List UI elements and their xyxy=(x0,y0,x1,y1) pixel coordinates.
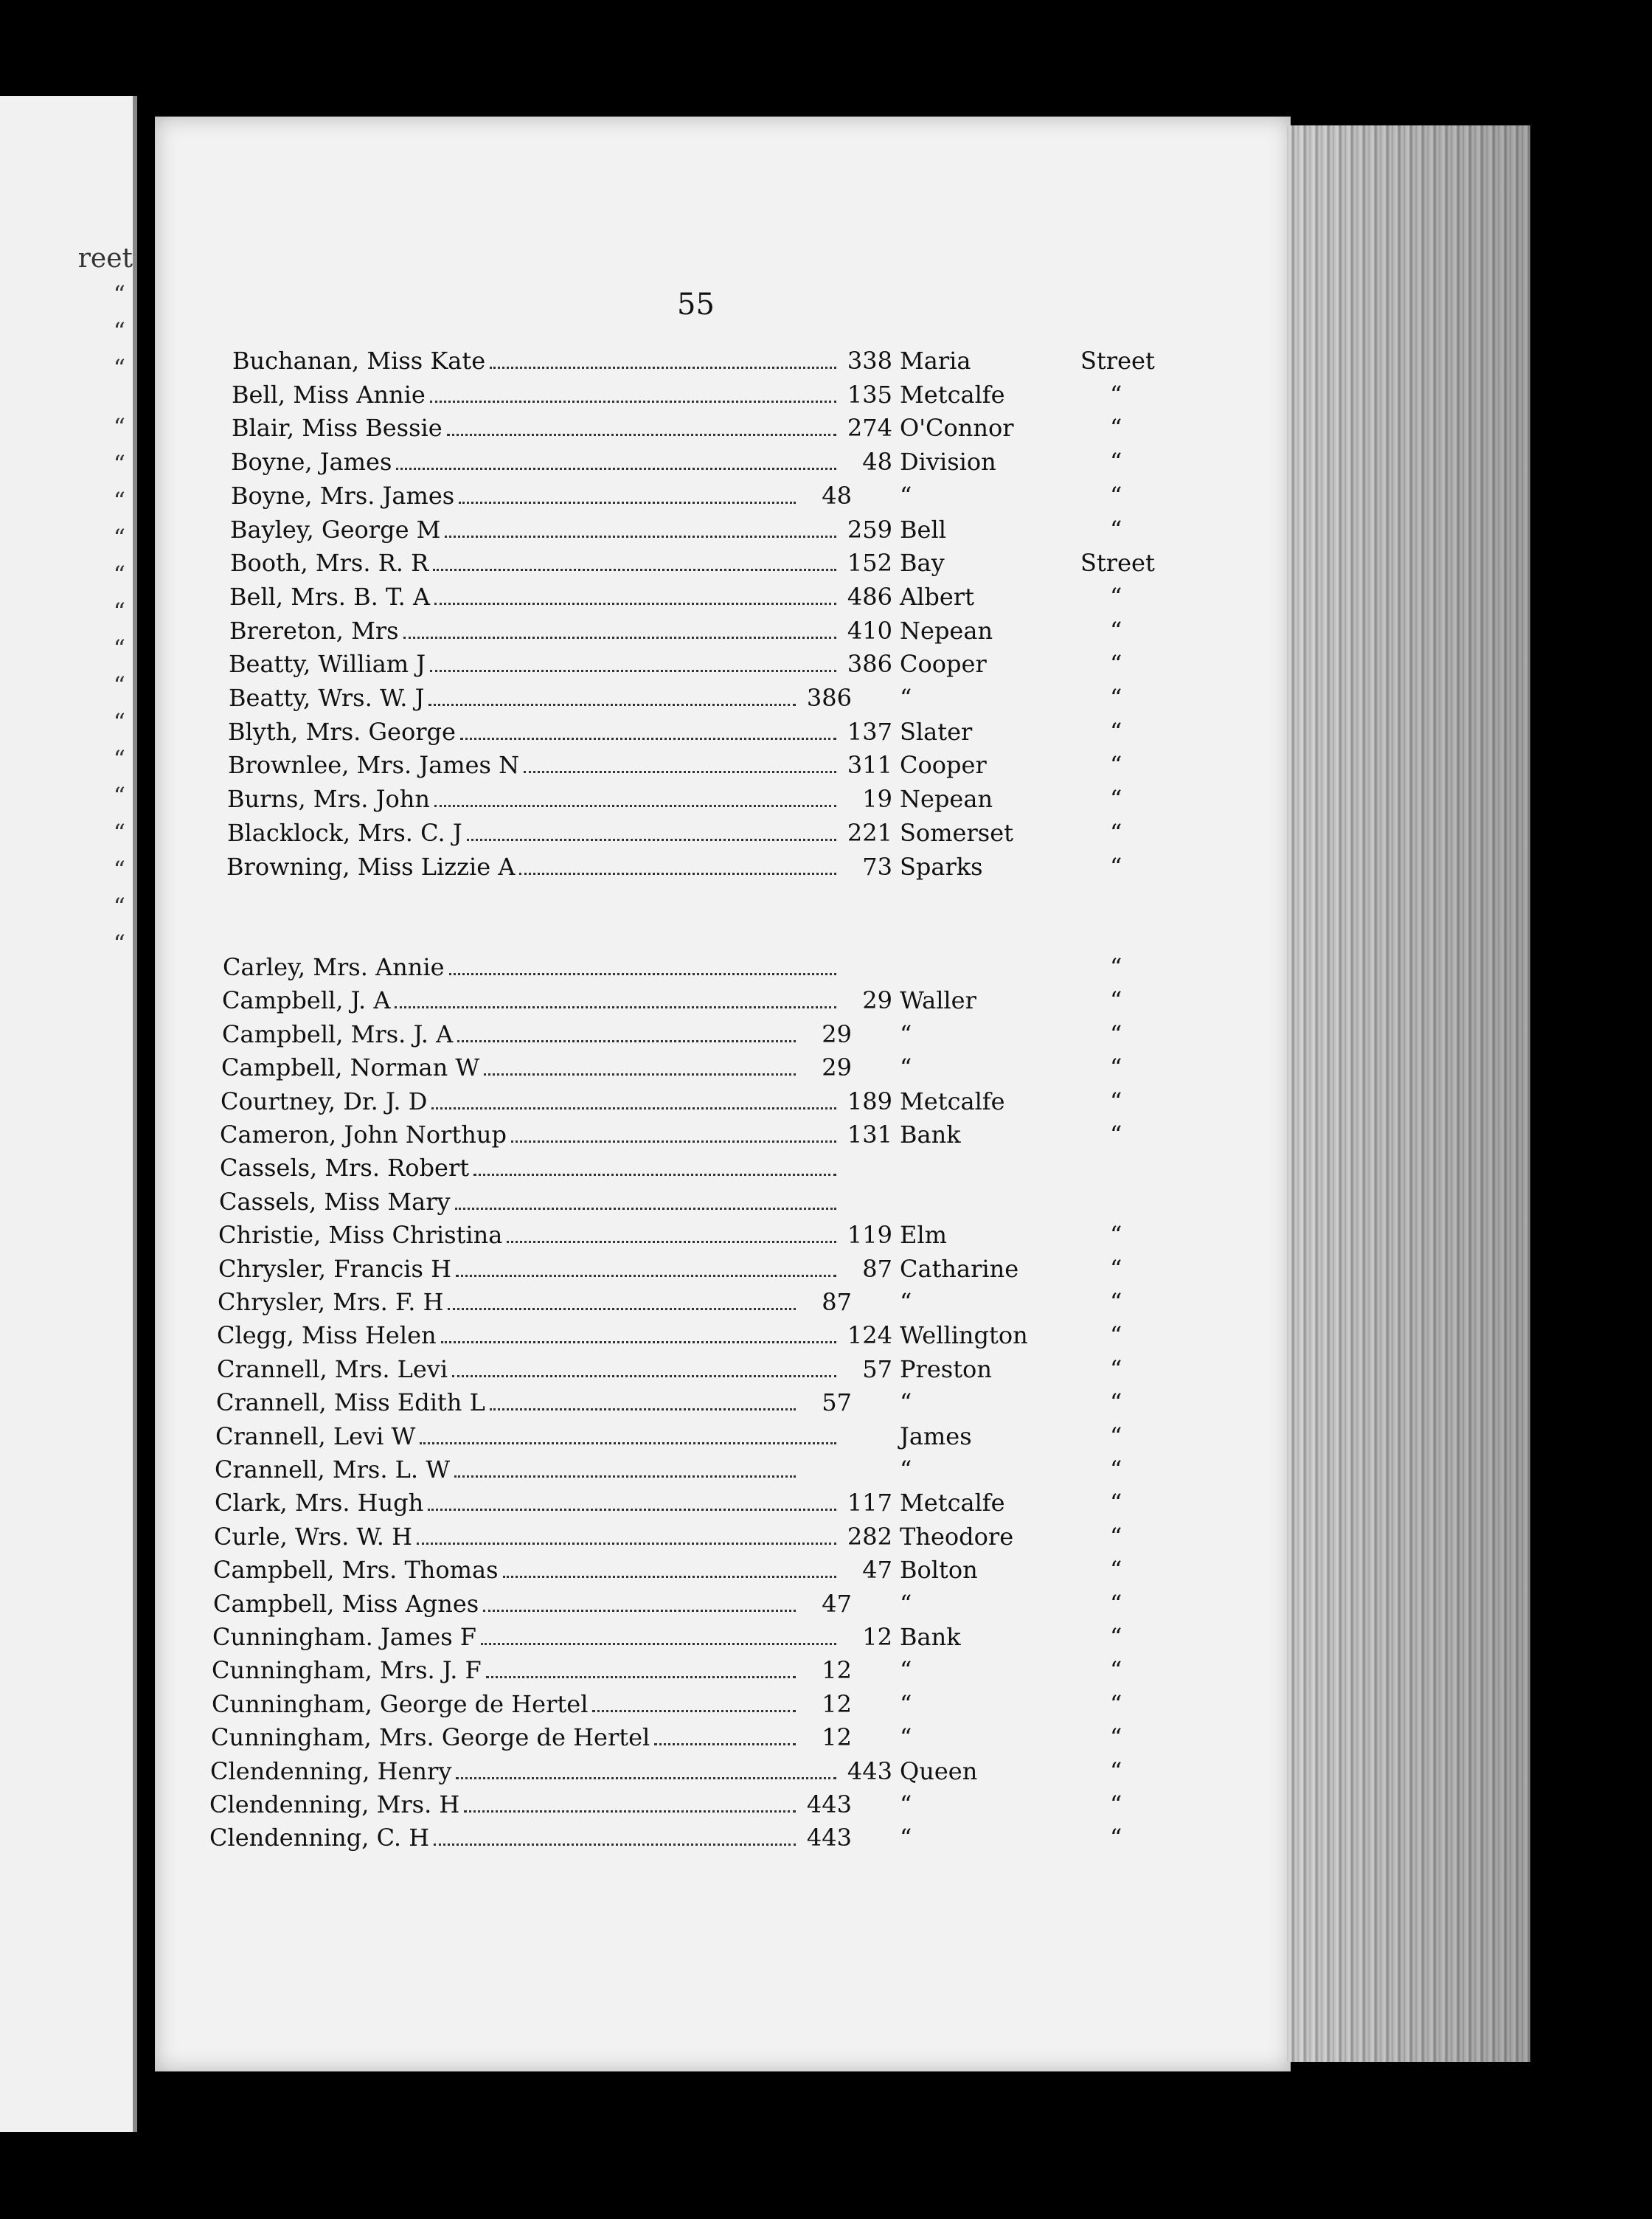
previous-page-ditto-mark: “ xyxy=(113,561,125,589)
entry-name: Campbell, Mrs. J. A xyxy=(222,1020,454,1048)
street-suffix: “ xyxy=(1110,1790,1122,1818)
house-number: 137 xyxy=(847,717,892,746)
house-number: 57 xyxy=(822,1388,852,1417)
entry-name: Clendenning, C. H xyxy=(209,1824,430,1852)
entry-name: Bayley, George M xyxy=(230,515,441,544)
street-name: O'Connor xyxy=(900,414,1014,443)
house-number: 311 xyxy=(847,751,892,780)
dot-leader xyxy=(428,1509,836,1511)
street-name: Bell xyxy=(900,515,946,544)
entry-name: Chrysler, Francis H xyxy=(218,1254,452,1283)
entry-name: Beatty, Wrs. W. J xyxy=(229,684,425,712)
entry-name: Crannell, Levi W xyxy=(215,1422,416,1450)
street-suffix: “ xyxy=(1110,1288,1122,1316)
directory-entry xyxy=(230,515,1122,544)
dot-leader xyxy=(490,1408,796,1410)
previous-page-ditto-mark: “ xyxy=(113,819,125,847)
dot-leader xyxy=(434,603,836,605)
dot-leader xyxy=(503,1576,836,1578)
dot-leader xyxy=(452,1375,836,1377)
entry-name: Crannell, Mrs. Levi xyxy=(217,1354,448,1383)
street-suffix: “ xyxy=(1110,1053,1122,1082)
directory-entry xyxy=(221,1053,1122,1082)
dot-leader xyxy=(447,434,836,436)
street-name: Metcalfe xyxy=(900,380,1005,409)
directory-entry xyxy=(229,650,1122,679)
house-number: 443 xyxy=(806,1790,852,1818)
directory-entry xyxy=(215,1489,1122,1517)
dot-leader xyxy=(430,670,836,672)
street-suffix: “ xyxy=(1110,1321,1122,1350)
page-number: 55 xyxy=(677,288,715,322)
directory-entry xyxy=(217,1321,1122,1350)
house-number: 443 xyxy=(806,1824,852,1852)
house-number: 87 xyxy=(822,1288,852,1316)
street-name: Elm xyxy=(900,1221,947,1250)
previous-page-ditto-mark: “ xyxy=(113,487,125,515)
street-name: “ xyxy=(900,1723,912,1752)
street-suffix: Street xyxy=(1080,347,1155,375)
street-suffix: “ xyxy=(1110,1522,1122,1551)
previous-page-edge xyxy=(0,96,137,2132)
dot-leader xyxy=(456,1275,836,1277)
dot-leader xyxy=(448,1308,796,1310)
dot-leader xyxy=(433,569,836,571)
house-number: 12 xyxy=(822,1689,852,1718)
street-name: Metcalfe xyxy=(900,1087,1005,1115)
street-suffix: “ xyxy=(1110,852,1122,881)
street-suffix: “ xyxy=(1110,414,1122,443)
dot-leader xyxy=(417,1543,836,1545)
street-suffix: “ xyxy=(1110,1824,1122,1852)
previous-page-ditto-mark: “ xyxy=(113,856,125,884)
directory-entry xyxy=(219,1188,1055,1216)
directory-entry xyxy=(231,481,1122,510)
house-number: 119 xyxy=(847,1221,892,1250)
street-suffix: “ xyxy=(1110,1221,1122,1250)
dot-leader xyxy=(459,502,796,504)
street-suffix: “ xyxy=(1110,515,1122,544)
entry-name: Christie, Miss Christina xyxy=(218,1221,503,1250)
previous-page-ditto-mark: “ xyxy=(113,450,125,478)
street-suffix: “ xyxy=(1110,1756,1122,1785)
directory-entry xyxy=(210,1756,1122,1785)
directory-entry xyxy=(216,1388,1122,1417)
previous-page-ditto-mark: “ xyxy=(113,930,125,958)
directory-entry xyxy=(209,1824,1122,1852)
street-name: “ xyxy=(900,684,912,712)
dot-leader xyxy=(456,1777,836,1779)
dot-leader xyxy=(654,1743,796,1745)
house-number: 87 xyxy=(862,1254,892,1283)
street-name: Bay xyxy=(900,549,945,578)
directory-entry xyxy=(217,1354,1122,1383)
house-number: 47 xyxy=(822,1589,852,1618)
directory-entry xyxy=(211,1723,1122,1752)
street-suffix: “ xyxy=(1110,582,1122,611)
house-number: 443 xyxy=(847,1756,892,1785)
dot-leader xyxy=(484,1073,796,1076)
previous-page-ditto-mark: “ xyxy=(113,354,125,382)
directory-entry xyxy=(229,684,1122,712)
dot-leader xyxy=(434,1844,796,1846)
street-name: Waller xyxy=(900,986,976,1015)
street-name: “ xyxy=(900,481,912,510)
street-suffix: “ xyxy=(1110,1489,1122,1517)
entry-name: Bell, Miss Annie xyxy=(232,380,426,409)
entry-name: Boyne, Mrs. James xyxy=(231,481,455,510)
house-number: 410 xyxy=(847,616,892,645)
previous-page-ditto-mark: “ xyxy=(113,598,125,626)
street-suffix: “ xyxy=(1110,1087,1122,1115)
street-name: “ xyxy=(900,1020,912,1048)
entry-name: Carley, Mrs. Annie xyxy=(223,953,445,981)
dot-leader xyxy=(441,1341,836,1343)
street-name: Maria xyxy=(900,347,971,375)
street-name: Theodore xyxy=(900,1522,1014,1551)
entry-name: Clark, Mrs. Hugh xyxy=(215,1489,424,1517)
street-name: Division xyxy=(900,448,996,477)
street-suffix: “ xyxy=(1110,818,1122,847)
directory-entry xyxy=(231,448,1122,477)
street-name: “ xyxy=(900,1689,912,1718)
directory-entry xyxy=(213,1556,1122,1585)
dot-leader xyxy=(592,1710,796,1712)
previous-page-word: reet xyxy=(77,243,133,274)
house-number: 12 xyxy=(822,1656,852,1685)
previous-page-ditto-mark: “ xyxy=(113,280,125,308)
house-number: 29 xyxy=(862,986,892,1015)
street-name: Cooper xyxy=(900,650,987,679)
house-number: 117 xyxy=(847,1489,892,1517)
street-suffix: “ xyxy=(1110,1422,1122,1450)
directory-entry xyxy=(218,1221,1122,1250)
dot-leader xyxy=(395,1006,836,1008)
dot-leader xyxy=(519,873,836,875)
entry-name: Campbell, Miss Agnes xyxy=(213,1589,479,1618)
house-number: 486 xyxy=(847,582,892,611)
street-suffix: “ xyxy=(1110,953,1122,981)
street-suffix: “ xyxy=(1110,1354,1122,1383)
street-name: “ xyxy=(900,1053,912,1082)
entry-name: Brereton, Mrs xyxy=(229,616,399,645)
directory-entry xyxy=(218,1288,1122,1316)
street-suffix: “ xyxy=(1110,1656,1122,1685)
entry-name: Crannell, Mrs. L. W xyxy=(215,1455,451,1484)
directory-entry xyxy=(220,1154,1055,1182)
directory-entry xyxy=(222,986,1122,1015)
entry-name: Campbell, Mrs. Thomas xyxy=(213,1556,499,1585)
entry-name: Crannell, Miss Edith L xyxy=(216,1388,485,1417)
previous-page-ditto-mark: “ xyxy=(113,671,125,699)
street-name: Bolton xyxy=(900,1556,978,1585)
house-number: 124 xyxy=(847,1321,892,1350)
entry-name: Campbell, Norman W xyxy=(221,1053,480,1082)
entry-name: Buchanan, Miss Kate xyxy=(232,347,486,375)
street-suffix: “ xyxy=(1110,717,1122,746)
directory-entry xyxy=(215,1455,1122,1484)
dot-leader xyxy=(445,536,836,538)
street-suffix: “ xyxy=(1110,785,1122,814)
street-name: Nepean xyxy=(900,616,993,645)
street-name: Bank xyxy=(900,1121,961,1149)
house-number: 47 xyxy=(862,1556,892,1585)
entry-name: Beatty, William J xyxy=(229,650,426,679)
previous-page-ditto-mark: “ xyxy=(113,708,125,736)
street-suffix: “ xyxy=(1110,1623,1122,1651)
dot-leader xyxy=(460,738,836,740)
entry-name: Courtney, Dr. J. D xyxy=(221,1087,428,1115)
dot-leader xyxy=(403,637,836,639)
street-name: “ xyxy=(900,1656,912,1685)
entry-name: Cassels, Miss Mary xyxy=(219,1187,451,1216)
directory-entry xyxy=(215,1422,1122,1450)
street-name: Sparks xyxy=(900,852,983,881)
directory-entry xyxy=(212,1623,1122,1651)
street-name: “ xyxy=(900,1388,912,1417)
street-suffix: “ xyxy=(1110,616,1122,645)
house-number: 259 xyxy=(847,515,892,544)
entry-name: Cunningham. James F xyxy=(212,1623,476,1651)
house-number: 386 xyxy=(847,650,892,679)
dot-leader xyxy=(455,1208,836,1210)
directory-entry xyxy=(227,785,1122,814)
street-suffix: “ xyxy=(1110,481,1122,510)
entry-name: Burns, Mrs. John xyxy=(227,785,430,814)
directory-entry xyxy=(228,751,1122,780)
dot-leader xyxy=(511,1140,836,1143)
entry-name: Cassels, Mrs. Robert xyxy=(220,1154,470,1183)
entry-name: Campbell, J. A xyxy=(222,986,391,1015)
house-number: 48 xyxy=(822,481,852,510)
dot-leader xyxy=(449,973,836,975)
street-suffix: “ xyxy=(1110,1689,1122,1718)
directory-entry xyxy=(232,347,1155,375)
house-number: 282 xyxy=(847,1522,892,1551)
directory-entry xyxy=(230,549,1155,578)
street-name: “ xyxy=(900,1455,912,1484)
street-suffix: “ xyxy=(1110,751,1122,780)
entry-name: Blacklock, Mrs. C. J xyxy=(227,818,462,847)
previous-page-ditto-mark: “ xyxy=(113,524,125,552)
street-name: Metcalfe xyxy=(900,1489,1005,1517)
street-suffix: “ xyxy=(1110,1020,1122,1048)
street-name: Cooper xyxy=(900,751,987,780)
entry-name: Clendenning, Henry xyxy=(210,1756,452,1785)
dot-leader xyxy=(454,1475,796,1478)
dot-leader xyxy=(428,704,796,706)
house-number: 152 xyxy=(847,549,892,578)
dot-leader xyxy=(396,468,836,470)
dot-leader xyxy=(507,1241,836,1243)
house-number: 12 xyxy=(822,1723,852,1752)
directory-entry xyxy=(209,1790,1122,1818)
house-number: 29 xyxy=(822,1020,852,1048)
directory-entry xyxy=(232,380,1122,409)
entry-name: Boyne, James xyxy=(231,448,392,477)
street-name: Wellington xyxy=(900,1321,1028,1350)
entry-name: Cunningham, Mrs. J. F xyxy=(212,1656,482,1685)
previous-page-ditto-mark: “ xyxy=(113,317,125,345)
entry-name: Cunningham, Mrs. George de Hertel xyxy=(211,1723,650,1752)
street-suffix: “ xyxy=(1110,1723,1122,1752)
house-number: 73 xyxy=(862,852,892,881)
house-number: 57 xyxy=(862,1354,892,1383)
street-name: Somerset xyxy=(900,818,1013,847)
house-number: 19 xyxy=(862,785,892,814)
dot-leader xyxy=(434,805,836,807)
entry-name: Chrysler, Mrs. F. H xyxy=(218,1288,444,1316)
entry-name: Browning, Miss Lizzie A xyxy=(226,852,516,881)
house-number: 12 xyxy=(862,1623,892,1651)
directory-entry xyxy=(222,1020,1122,1048)
dot-leader xyxy=(457,1040,796,1042)
house-number: 131 xyxy=(847,1121,892,1149)
dot-leader xyxy=(420,1442,836,1444)
street-suffix: “ xyxy=(1110,1388,1122,1417)
previous-page-ditto-mark: “ xyxy=(113,634,125,662)
dot-leader xyxy=(464,1810,796,1813)
directory-entry xyxy=(221,1087,1122,1115)
street-suffix: “ xyxy=(1110,684,1122,712)
entry-name: Brownlee, Mrs. James N xyxy=(228,751,520,780)
street-suffix: “ xyxy=(1110,1121,1122,1149)
street-suffix: “ xyxy=(1110,650,1122,679)
dot-leader xyxy=(490,367,836,369)
street-suffix: “ xyxy=(1110,1455,1122,1484)
entry-name: Clegg, Miss Helen xyxy=(217,1321,437,1350)
dot-leader xyxy=(473,1174,836,1176)
street-suffix: “ xyxy=(1110,1556,1122,1585)
street-name: Preston xyxy=(900,1354,992,1383)
street-suffix: “ xyxy=(1110,986,1122,1015)
directory-entry xyxy=(227,818,1122,847)
house-number: 135 xyxy=(847,380,892,409)
directory-entry xyxy=(228,717,1122,746)
street-name: Queen xyxy=(900,1756,978,1785)
entry-name: Blyth, Mrs. George xyxy=(228,717,456,746)
entry-name: Clendenning, Mrs. H xyxy=(209,1790,460,1818)
dot-leader xyxy=(481,1643,836,1645)
dot-leader xyxy=(524,771,836,773)
directory-entry xyxy=(214,1522,1122,1551)
dot-leader xyxy=(467,839,836,841)
directory-entry xyxy=(213,1589,1122,1618)
directory-entry xyxy=(229,616,1122,645)
street-name: “ xyxy=(900,1824,912,1852)
previous-page-ditto-mark: “ xyxy=(113,413,125,441)
house-number: 386 xyxy=(806,684,852,712)
directory-entry xyxy=(212,1689,1122,1718)
street-name: Bank xyxy=(900,1623,961,1651)
previous-page-ditto-mark: “ xyxy=(113,893,125,921)
entry-name: Blair, Miss Bessie xyxy=(232,414,442,443)
street-name: James xyxy=(900,1422,972,1450)
entry-name: Curle, Wrs. W. H xyxy=(214,1522,412,1551)
street-name: Catharine xyxy=(900,1254,1019,1283)
previous-page-ditto-mark: “ xyxy=(113,782,125,810)
directory-entry xyxy=(220,1121,1122,1149)
street-suffix: “ xyxy=(1110,1254,1122,1283)
street-name: Slater xyxy=(900,717,973,746)
directory-entry xyxy=(223,953,1122,981)
street-name: “ xyxy=(900,1288,912,1316)
dot-leader xyxy=(430,401,836,403)
street-name: Albert xyxy=(900,582,974,611)
house-number: 29 xyxy=(822,1053,852,1082)
street-name: “ xyxy=(900,1790,912,1818)
dot-leader xyxy=(431,1107,836,1110)
house-number: 221 xyxy=(847,818,892,847)
house-number: 48 xyxy=(862,448,892,477)
street-suffix: Street xyxy=(1080,549,1155,578)
directory-entry xyxy=(226,852,1122,881)
street-name: “ xyxy=(900,1589,912,1618)
directory-entry xyxy=(232,414,1122,443)
street-suffix: “ xyxy=(1110,448,1122,477)
book-edge-shadow xyxy=(1287,125,1530,2062)
street-name: Nepean xyxy=(900,785,993,814)
entry-name: Booth, Mrs. R. R xyxy=(230,549,429,578)
directory-entry xyxy=(218,1254,1122,1283)
entry-name: Cameron, John Northup xyxy=(220,1121,507,1149)
house-number: 338 xyxy=(847,347,892,375)
dot-leader xyxy=(483,1610,796,1612)
directory-entry xyxy=(212,1656,1122,1685)
directory-entry xyxy=(229,582,1122,611)
entry-name: Cunningham, George de Hertel xyxy=(212,1689,589,1718)
street-suffix: “ xyxy=(1110,1589,1122,1618)
dot-leader xyxy=(486,1676,796,1678)
house-number: 189 xyxy=(847,1087,892,1115)
street-suffix: “ xyxy=(1110,380,1122,409)
entry-name: Bell, Mrs. B. T. A xyxy=(229,582,431,611)
previous-page-ditto-mark: “ xyxy=(113,745,125,773)
house-number: 274 xyxy=(847,414,892,443)
